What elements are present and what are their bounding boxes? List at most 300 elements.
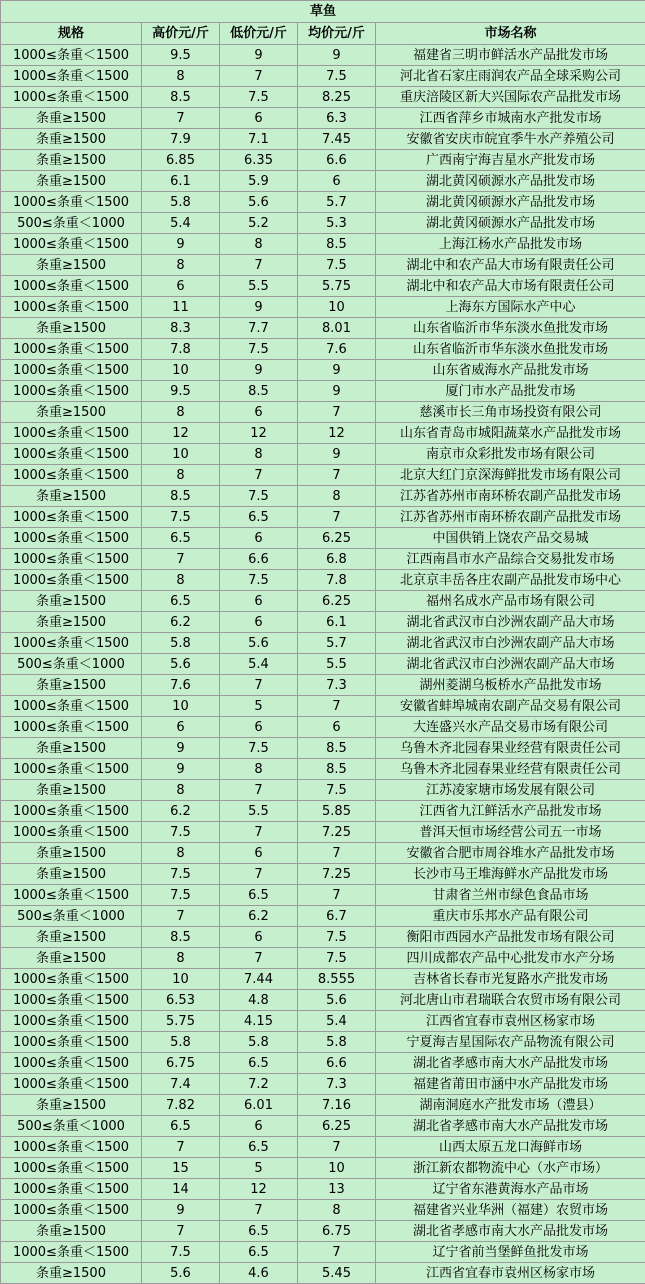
cell-market: 湖南洞庭水产批发市场（澧县）	[376, 1095, 645, 1116]
table-row	[1, 948, 645, 969]
cell-market: 江西省宜春市袁州区杨家市场	[376, 1011, 645, 1032]
cell-low-price: 4.6	[220, 1263, 298, 1284]
cell-avg-price: 7	[298, 1137, 376, 1158]
cell-avg-price: 6.6	[298, 150, 376, 171]
cell-low-price: 7	[220, 1200, 298, 1221]
table-row	[1, 675, 645, 696]
cell-low-price: 12	[220, 1179, 298, 1200]
table-row	[1, 549, 645, 570]
cell-spec: 500≤条重＜1000	[1, 906, 142, 927]
cell-market: 上海东方国际水产中心	[376, 297, 645, 318]
cell-low-price: 6.5	[220, 885, 298, 906]
cell-high-price: 7	[142, 1221, 220, 1242]
cell-avg-price: 10	[298, 297, 376, 318]
table-row	[1, 486, 645, 507]
table-row	[1, 234, 645, 255]
cell-spec: 条重≥1500	[1, 843, 142, 864]
cell-low-price: 7.5	[220, 738, 298, 759]
cell-spec: 1000≤条重＜1500	[1, 276, 142, 297]
cell-low-price: 6	[220, 612, 298, 633]
cell-high-price: 6.53	[142, 990, 220, 1011]
cell-low-price: 5.2	[220, 213, 298, 234]
cell-high-price: 8	[142, 66, 220, 87]
cell-market: 江苏省苏州市南环桥农副产品批发市场	[376, 507, 645, 528]
cell-avg-price: 9	[298, 444, 376, 465]
cell-low-price: 7	[220, 465, 298, 486]
cell-low-price: 6.2	[220, 906, 298, 927]
cell-avg-price: 6.25	[298, 1116, 376, 1137]
cell-low-price: 6.5	[220, 1221, 298, 1242]
cell-avg-price: 5.7	[298, 633, 376, 654]
cell-spec: 条重≥1500	[1, 129, 142, 150]
cell-spec: 条重≥1500	[1, 1263, 142, 1284]
cell-spec: 条重≥1500	[1, 675, 142, 696]
cell-high-price: 12	[142, 423, 220, 444]
cell-low-price: 5.4	[220, 654, 298, 675]
cell-avg-price: 7.8	[298, 570, 376, 591]
cell-market: 辽宁省东港黄海水产品市场	[376, 1179, 645, 1200]
cell-spec: 1000≤条重＜1500	[1, 87, 142, 108]
cell-low-price: 7	[220, 780, 298, 801]
cell-spec: 1000≤条重＜1500	[1, 360, 142, 381]
cell-market: 湖北中和农产品大市场有限责任公司	[376, 255, 645, 276]
cell-market: 江西南昌市水产品综合交易批发市场	[376, 549, 645, 570]
column-header-avg-price: 均价元/斤	[298, 23, 376, 45]
table-row	[1, 171, 645, 192]
cell-avg-price: 8.25	[298, 87, 376, 108]
cell-avg-price: 7.16	[298, 1095, 376, 1116]
cell-avg-price: 8.5	[298, 759, 376, 780]
table-row	[1, 801, 645, 822]
cell-market: 厦门市水产品批发市场	[376, 381, 645, 402]
table-row	[1, 822, 645, 843]
cell-market: 大连盛兴水产品交易市场有限公司	[376, 717, 645, 738]
cell-avg-price: 7.5	[298, 948, 376, 969]
table-row	[1, 612, 645, 633]
cell-avg-price: 8.01	[298, 318, 376, 339]
table-row	[1, 843, 645, 864]
cell-market: 北京京丰岳各庄农副产品批发市场中心	[376, 570, 645, 591]
cell-avg-price: 5.85	[298, 801, 376, 822]
cell-low-price: 6	[220, 843, 298, 864]
table-row	[1, 969, 645, 990]
cell-market: 四川成都农产品中心批发市水产分场	[376, 948, 645, 969]
cell-avg-price: 9	[298, 381, 376, 402]
cell-low-price: 7	[220, 822, 298, 843]
table-row	[1, 1200, 645, 1221]
cell-spec: 1000≤条重＜1500	[1, 801, 142, 822]
cell-spec: 500≤条重＜1000	[1, 213, 142, 234]
cell-avg-price: 6	[298, 717, 376, 738]
cell-high-price: 9.5	[142, 45, 220, 66]
cell-low-price: 6.5	[220, 1242, 298, 1263]
cell-high-price: 8	[142, 780, 220, 801]
cell-spec: 1000≤条重＜1500	[1, 1011, 142, 1032]
cell-spec: 条重≥1500	[1, 1221, 142, 1242]
cell-market: 中国供销上饶农产品交易城	[376, 528, 645, 549]
cell-market: 北京大红门京深海鲜批发市场有限公司	[376, 465, 645, 486]
table-row	[1, 1263, 645, 1284]
cell-high-price: 7.4	[142, 1074, 220, 1095]
cell-market: 安徽省蚌埠城南农副产品交易有限公司	[376, 696, 645, 717]
cell-high-price: 7	[142, 549, 220, 570]
cell-avg-price: 7.25	[298, 864, 376, 885]
cell-spec: 1000≤条重＜1500	[1, 192, 142, 213]
cell-spec: 条重≥1500	[1, 864, 142, 885]
cell-high-price: 9	[142, 234, 220, 255]
cell-spec: 1000≤条重＜1500	[1, 570, 142, 591]
table-row	[1, 66, 645, 87]
table-row	[1, 108, 645, 129]
cell-market: 江苏省苏州市南环桥农副产品批发市场	[376, 486, 645, 507]
table-row	[1, 255, 645, 276]
table-row	[1, 507, 645, 528]
cell-low-price: 5.5	[220, 801, 298, 822]
cell-high-price: 5.8	[142, 633, 220, 654]
cell-low-price: 7.5	[220, 87, 298, 108]
table-title: 草鱼	[1, 1, 645, 23]
cell-spec: 1000≤条重＜1500	[1, 885, 142, 906]
cell-spec: 1000≤条重＜1500	[1, 507, 142, 528]
cell-high-price: 7.5	[142, 822, 220, 843]
cell-low-price: 7	[220, 66, 298, 87]
cell-high-price: 5.75	[142, 1011, 220, 1032]
table-row	[1, 885, 645, 906]
table-row	[1, 1242, 645, 1263]
cell-spec: 1000≤条重＜1500	[1, 822, 142, 843]
cell-high-price: 9	[142, 1200, 220, 1221]
cell-avg-price: 6.25	[298, 528, 376, 549]
cell-spec: 条重≥1500	[1, 255, 142, 276]
cell-low-price: 6.5	[220, 1137, 298, 1158]
cell-low-price: 7.5	[220, 570, 298, 591]
cell-avg-price: 7.45	[298, 129, 376, 150]
cell-spec: 1000≤条重＜1500	[1, 633, 142, 654]
cell-avg-price: 5.7	[298, 192, 376, 213]
cell-avg-price: 7.25	[298, 822, 376, 843]
cell-avg-price: 7	[298, 507, 376, 528]
cell-low-price: 5.5	[220, 276, 298, 297]
cell-avg-price: 7	[298, 843, 376, 864]
cell-high-price: 5.8	[142, 1032, 220, 1053]
cell-spec: 1000≤条重＜1500	[1, 381, 142, 402]
cell-spec: 1000≤条重＜1500	[1, 759, 142, 780]
cell-high-price: 10	[142, 969, 220, 990]
cell-spec: 1000≤条重＜1500	[1, 1074, 142, 1095]
table-row	[1, 1074, 645, 1095]
cell-spec: 条重≥1500	[1, 486, 142, 507]
cell-avg-price: 7.6	[298, 339, 376, 360]
cell-low-price: 5	[220, 696, 298, 717]
cell-low-price: 6	[220, 402, 298, 423]
column-header-spec: 规格	[1, 23, 142, 45]
cell-low-price: 7.2	[220, 1074, 298, 1095]
cell-low-price: 6.35	[220, 150, 298, 171]
cell-avg-price: 8	[298, 1200, 376, 1221]
cell-low-price: 9	[220, 45, 298, 66]
table-row	[1, 1095, 645, 1116]
cell-avg-price: 5.75	[298, 276, 376, 297]
cell-avg-price: 10	[298, 1158, 376, 1179]
cell-high-price: 6.5	[142, 591, 220, 612]
cell-market: 重庆市乐邦水产品有限公司	[376, 906, 645, 927]
cell-high-price: 8.5	[142, 486, 220, 507]
cell-market: 福建省莆田市涵中水产品批发市场	[376, 1074, 645, 1095]
cell-low-price: 8.5	[220, 381, 298, 402]
table-row	[1, 465, 645, 486]
table-row	[1, 738, 645, 759]
cell-market: 辽宁省前当堡鲜鱼批发市场	[376, 1242, 645, 1263]
cell-market: 甘肃省兰州市绿色食品市场	[376, 885, 645, 906]
cell-market: 乌鲁木齐北园春果业经营有限责任公司	[376, 738, 645, 759]
cell-low-price: 6.6	[220, 549, 298, 570]
cell-low-price: 5.6	[220, 192, 298, 213]
cell-market: 南京市众彩批发市场有限公司	[376, 444, 645, 465]
cell-market: 江西省九江鲜活水产品批发市场	[376, 801, 645, 822]
cell-avg-price: 7	[298, 1242, 376, 1263]
cell-market: 普洱天恒市场经营公司五一市场	[376, 822, 645, 843]
cell-market: 山东省青岛市城阳蔬菜水产品批发市场	[376, 423, 645, 444]
cell-avg-price: 6.6	[298, 1053, 376, 1074]
column-header-low-price: 低价元/斤	[220, 23, 298, 45]
table-row	[1, 1053, 645, 1074]
cell-market: 湖北黄冈硕源水产品批发市场	[376, 213, 645, 234]
table-row	[1, 696, 645, 717]
cell-market: 湖北黄冈硕源水产品批发市场	[376, 171, 645, 192]
cell-avg-price: 5.6	[298, 990, 376, 1011]
cell-market: 湖北省孝感市南大水产品批发市场	[376, 1053, 645, 1074]
cell-high-price: 14	[142, 1179, 220, 1200]
cell-low-price: 9	[220, 360, 298, 381]
table-row	[1, 1032, 645, 1053]
cell-spec: 500≤条重＜1000	[1, 654, 142, 675]
cell-market: 湖北黄冈硕源水产品批发市场	[376, 192, 645, 213]
cell-avg-price: 7.3	[298, 675, 376, 696]
cell-low-price: 6	[220, 528, 298, 549]
cell-market: 山东省威海水产品批发市场	[376, 360, 645, 381]
cell-spec: 1000≤条重＜1500	[1, 339, 142, 360]
table-row	[1, 906, 645, 927]
cell-spec: 1000≤条重＜1500	[1, 528, 142, 549]
cell-avg-price: 7	[298, 696, 376, 717]
cell-market: 湖北省孝感市南大水产品批发市场	[376, 1221, 645, 1242]
cell-high-price: 5.6	[142, 1263, 220, 1284]
cell-spec: 1000≤条重＜1500	[1, 549, 142, 570]
table-row	[1, 780, 645, 801]
cell-low-price: 5	[220, 1158, 298, 1179]
cell-high-price: 6.75	[142, 1053, 220, 1074]
cell-spec: 1000≤条重＜1500	[1, 423, 142, 444]
cell-spec: 1000≤条重＜1500	[1, 66, 142, 87]
table-row	[1, 1011, 645, 1032]
cell-high-price: 7.9	[142, 129, 220, 150]
cell-spec: 条重≥1500	[1, 108, 142, 129]
cell-market: 湖北省武汉市白沙洲农副产品大市场	[376, 612, 645, 633]
cell-spec: 条重≥1500	[1, 948, 142, 969]
table-row	[1, 444, 645, 465]
column-header-market: 市场名称	[376, 23, 645, 45]
cell-spec: 1000≤条重＜1500	[1, 1200, 142, 1221]
cell-avg-price: 6	[298, 171, 376, 192]
cell-high-price: 8	[142, 843, 220, 864]
cell-market: 湖北省武汉市白沙洲农副产品大市场	[376, 654, 645, 675]
cell-low-price: 7.44	[220, 969, 298, 990]
cell-avg-price: 7.5	[298, 66, 376, 87]
cell-spec: 1000≤条重＜1500	[1, 990, 142, 1011]
cell-low-price: 7	[220, 864, 298, 885]
cell-high-price: 7.8	[142, 339, 220, 360]
cell-market: 福建省三明市鲜活水产品批发市场	[376, 45, 645, 66]
cell-low-price: 5.8	[220, 1032, 298, 1053]
cell-low-price: 7	[220, 255, 298, 276]
table-row	[1, 570, 645, 591]
cell-spec: 1000≤条重＜1500	[1, 717, 142, 738]
cell-market: 安徽省安庆市皖宜季牛水产养殖公司	[376, 129, 645, 150]
cell-low-price: 6.5	[220, 1053, 298, 1074]
cell-spec: 1000≤条重＜1500	[1, 696, 142, 717]
cell-spec: 500≤条重＜1000	[1, 1116, 142, 1137]
table-row	[1, 129, 645, 150]
cell-spec: 条重≥1500	[1, 150, 142, 171]
table-row	[1, 1179, 645, 1200]
cell-high-price: 7.5	[142, 1242, 220, 1263]
cell-low-price: 7	[220, 675, 298, 696]
cell-low-price: 6	[220, 927, 298, 948]
cell-spec: 条重≥1500	[1, 171, 142, 192]
cell-high-price: 7	[142, 108, 220, 129]
cell-market: 福建省兴业华洲（福建）农贸市场	[376, 1200, 645, 1221]
cell-high-price: 8	[142, 255, 220, 276]
cell-low-price: 8	[220, 759, 298, 780]
cell-avg-price: 9	[298, 45, 376, 66]
cell-market: 上海江杨水产品批发市场	[376, 234, 645, 255]
cell-spec: 条重≥1500	[1, 402, 142, 423]
cell-high-price: 7.5	[142, 885, 220, 906]
table-row	[1, 990, 645, 1011]
table-row	[1, 45, 645, 66]
cell-avg-price: 5.45	[298, 1263, 376, 1284]
cell-market: 江西省宜春市袁州区杨家市场	[376, 1263, 645, 1284]
cell-market: 湖北中和农产品大市场有限责任公司	[376, 276, 645, 297]
cell-low-price: 9	[220, 297, 298, 318]
table-row	[1, 1221, 645, 1242]
cell-market: 广西南宁海吉星水产批发市场	[376, 150, 645, 171]
cell-avg-price: 8.555	[298, 969, 376, 990]
cell-low-price: 6	[220, 108, 298, 129]
cell-spec: 条重≥1500	[1, 612, 142, 633]
table-row	[1, 360, 645, 381]
cell-market: 吉林省长春市光复路水产批发市场	[376, 969, 645, 990]
table-row	[1, 339, 645, 360]
cell-high-price: 9	[142, 738, 220, 759]
table-row	[1, 213, 645, 234]
cell-market: 河北省石家庄雨润农产品全球采购公司	[376, 66, 645, 87]
cell-high-price: 8	[142, 948, 220, 969]
table-row	[1, 1158, 645, 1179]
cell-high-price: 9	[142, 759, 220, 780]
cell-high-price: 5.6	[142, 654, 220, 675]
table-row	[1, 318, 645, 339]
cell-high-price: 7.5	[142, 864, 220, 885]
cell-high-price: 8	[142, 402, 220, 423]
cell-low-price: 7.1	[220, 129, 298, 150]
cell-avg-price: 7	[298, 465, 376, 486]
table-row	[1, 864, 645, 885]
cell-spec: 条重≥1500	[1, 591, 142, 612]
cell-avg-price: 8.5	[298, 234, 376, 255]
cell-high-price: 6.5	[142, 1116, 220, 1137]
cell-high-price: 6	[142, 276, 220, 297]
cell-high-price: 5.8	[142, 192, 220, 213]
table-row	[1, 528, 645, 549]
table-row	[1, 927, 645, 948]
cell-spec: 1000≤条重＜1500	[1, 1242, 142, 1263]
cell-spec: 条重≥1500	[1, 738, 142, 759]
cell-low-price: 8	[220, 234, 298, 255]
cell-avg-price: 7	[298, 402, 376, 423]
cell-high-price: 7	[142, 906, 220, 927]
table-header-row	[1, 23, 645, 45]
cell-spec: 1000≤条重＜1500	[1, 465, 142, 486]
cell-avg-price: 5.3	[298, 213, 376, 234]
table-row	[1, 423, 645, 444]
table-row	[1, 192, 645, 213]
cell-high-price: 8	[142, 570, 220, 591]
cell-avg-price: 8	[298, 486, 376, 507]
table-row	[1, 381, 645, 402]
table-body	[1, 45, 645, 1284]
cell-market: 重庆涪陵区新大兴国际农产品批发市场	[376, 87, 645, 108]
cell-spec: 条重≥1500	[1, 318, 142, 339]
cell-market: 山西太原五龙口海鲜市场	[376, 1137, 645, 1158]
table-row	[1, 297, 645, 318]
cell-low-price: 6.5	[220, 507, 298, 528]
cell-avg-price: 6.7	[298, 906, 376, 927]
cell-spec: 1000≤条重＜1500	[1, 1158, 142, 1179]
cell-high-price: 8	[142, 465, 220, 486]
cell-high-price: 7.82	[142, 1095, 220, 1116]
cell-market: 湖北省孝感市南大水产品批发市场	[376, 1116, 645, 1137]
cell-low-price: 6	[220, 591, 298, 612]
cell-avg-price: 7.3	[298, 1074, 376, 1095]
cell-avg-price: 7	[298, 885, 376, 906]
cell-high-price: 10	[142, 696, 220, 717]
cell-avg-price: 6.1	[298, 612, 376, 633]
cell-low-price: 6	[220, 1116, 298, 1137]
cell-spec: 1000≤条重＜1500	[1, 1179, 142, 1200]
cell-avg-price: 7.5	[298, 255, 376, 276]
cell-high-price: 15	[142, 1158, 220, 1179]
cell-high-price: 7.6	[142, 675, 220, 696]
cell-low-price: 6	[220, 717, 298, 738]
cell-avg-price: 5.8	[298, 1032, 376, 1053]
cell-spec: 1000≤条重＜1500	[1, 969, 142, 990]
cell-low-price: 7	[220, 948, 298, 969]
cell-avg-price: 6.75	[298, 1221, 376, 1242]
cell-market: 湖北省武汉市白沙洲农副产品大市场	[376, 633, 645, 654]
table-row	[1, 717, 645, 738]
cell-low-price: 4.15	[220, 1011, 298, 1032]
cell-market: 乌鲁木齐北园春果业经营有限责任公司	[376, 759, 645, 780]
cell-avg-price: 7.5	[298, 780, 376, 801]
table-row	[1, 633, 645, 654]
table-row	[1, 759, 645, 780]
cell-low-price: 5.6	[220, 633, 298, 654]
cell-spec: 1000≤条重＜1500	[1, 234, 142, 255]
table-row	[1, 87, 645, 108]
cell-spec: 条重≥1500	[1, 927, 142, 948]
cell-high-price: 6.85	[142, 150, 220, 171]
